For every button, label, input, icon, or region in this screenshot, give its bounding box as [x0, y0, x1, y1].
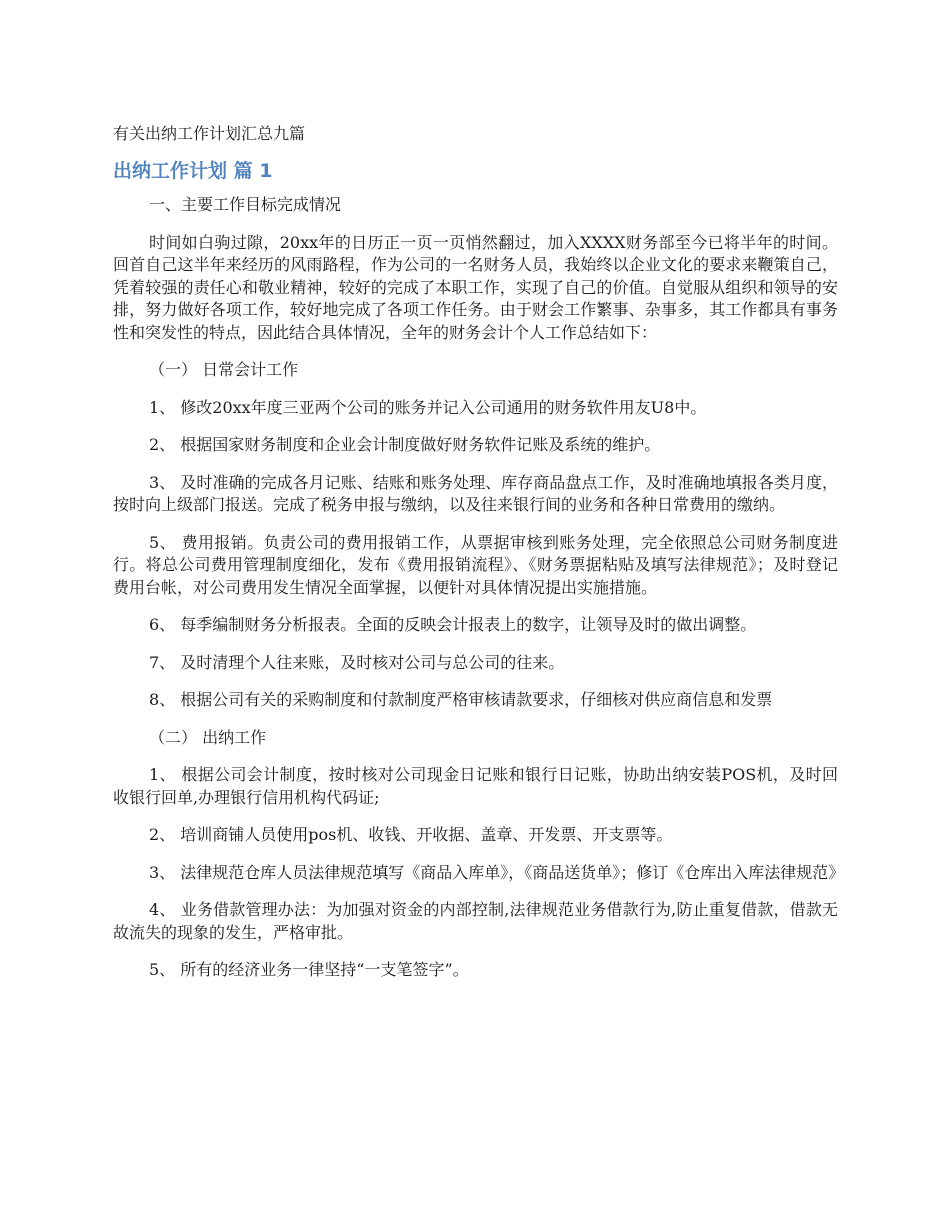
paragraph-item: 5、 费用报销。负责公司的费用报销工作，从票据审核到账务处理，完全依照总公司财务制度进行。将总公司费用管理制度细化，发布《费用报销流程》、《财务票据粘贴及填写法律规范》；及时登记费用台帐，对公司费用发生情况全面掌握，以便针对具体情况提出实施措施。	[113, 532, 838, 597]
paragraph-item: 6、 每季编制财务分析报表。全面的反映会计报表上的数字，让领导及时的做出调整。	[149, 615, 757, 634]
paragraph-item: 5、 所有的经济业务一律坚持“一支笔签字”。	[149, 960, 469, 979]
paragraph-item: 1、 修改20xx年度三亚两个公司的账务并记入公司通用的财务软件用友U8中。	[149, 397, 707, 417]
document-title: 有关出纳工作计划汇总九篇	[113, 124, 306, 143]
paragraph-daily-accounting-heading: （一） 日常会计工作	[149, 360, 299, 379]
section-heading: 出纳工作计划 篇 1	[113, 160, 273, 182]
paragraph-item: 1、 根据公司会计制度，按时核对公司现金日记账和银行日记账，协助出纳安装POS机，及时回收银行回单,办理银行信用机构代码证;	[113, 765, 838, 807]
paragraph-item: 2、 培训商铺人员使用pos机、收钱、开收据、盖章、开发票、开支票等。	[149, 825, 673, 844]
paragraph-item: 2、 根据国家财务制度和企业会计制度做好财务软件记账及系统的维护。	[149, 435, 661, 454]
paragraph-item: 4、 业务借款管理办法：为加强对资金的内部控制,法律规范业务借款行为,防止重复借款，借款无故流失的现象的发生，严格审批。	[113, 900, 838, 942]
paragraph-item: 7、 及时清理个人往来账，及时核对公司与总公司的往来。	[149, 652, 565, 672]
document-body	[113, 122, 845, 997]
paragraph-item: 3、 及时准确的完成各月记账、结账和账务处理、库存商品盘点工作，及时准确地填报各类月度，按时向上级部门报送。完成了税务申报与缴纳，以及往来银行间的业务和各种日常费用的缴纳。	[113, 472, 838, 514]
paragraph-goals-heading: 一、主要工作目标完成情况	[149, 195, 342, 214]
paragraph-intro: 时间如白驹过隙，20xx年的日历正一页一页悄然翻过，加入XXXX财务部至今已将半年的时间。回首自己这半年来经历的风雨路程，作为公司的一名财务人员，我始终以企业文化的要求来鞭策自己，凭着较强的责任心和敬业精神，较好的完成了本职工作，实现了自己的价值。自觉服从组织和领导的安排，努力做好各项工作，较好地完成了各项工作任务。由于财会工作繁事、杂事多，其工作都具有事务性和突发性的特点，因此结合具体情况，全年的财务会计个人工作总结如下：	[113, 232, 838, 342]
paragraph-cashier-heading: （二） 出纳工作	[149, 727, 267, 747]
paragraph-item: 8、 根据公司有关的采购制度和付款制度严格审核请款要求，仔细核对供应商信息和发票	[149, 690, 773, 709]
paragraph-item: 3、 法律规范仓库人员法律规范填写《商品入库单》，《商品送货单》；修订《仓库出入库法律规范》	[149, 862, 845, 882]
